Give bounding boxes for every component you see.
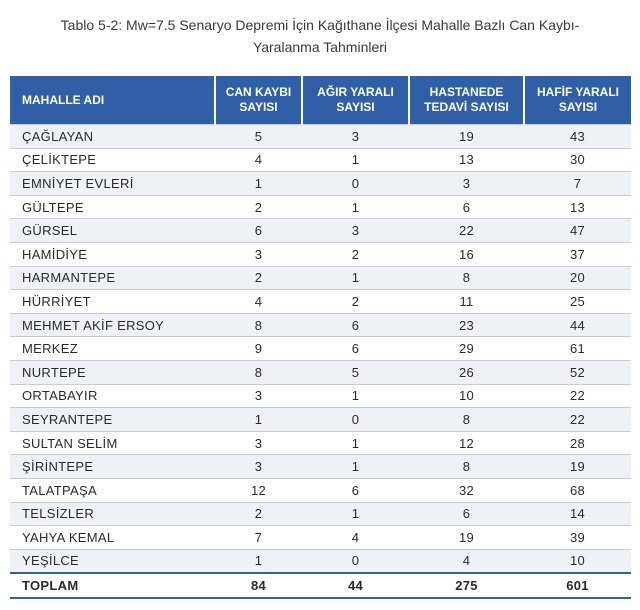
agir-yarali-value: 1	[302, 502, 409, 526]
hafif-yarali-value: 30	[524, 148, 631, 172]
header-mahalle-adi	[10, 76, 215, 125]
header-hastanede-tedavi	[409, 76, 524, 125]
total-can-kaybi: 84	[215, 573, 302, 598]
mahalle-name: YAHYA KEMAL	[10, 526, 215, 550]
mahalle-name: YEŞİLCE	[10, 549, 215, 573]
caption-line-2: Yaralanma Tahminleri	[252, 39, 388, 55]
hastanede-tedavi-value: 23	[409, 313, 524, 337]
hafif-yarali-value: 14	[524, 502, 631, 526]
agir-yarali-value: 3	[302, 219, 409, 243]
agir-yarali-value: 3	[302, 125, 409, 149]
mahalle-name: EMNİYET EVLERİ	[10, 172, 215, 196]
table-row	[10, 384, 631, 408]
mahalle-name: HÜRRİYET	[10, 290, 215, 314]
hafif-yarali-value: 10	[524, 549, 631, 573]
table-row	[10, 455, 631, 479]
hafif-yarali-value: 19	[524, 455, 631, 479]
hastanede-tedavi-value: 29	[409, 337, 524, 361]
mahalle-name: GÜRSEL	[10, 219, 215, 243]
agir-yarali-value: 1	[302, 455, 409, 479]
can-kaybi-value: 9	[215, 337, 302, 361]
hastanede-tedavi-value: 32	[409, 478, 524, 502]
table-row	[10, 195, 631, 219]
table-row	[10, 408, 631, 432]
header-label: TEDAVİ SAYISI	[424, 100, 509, 114]
header-row	[10, 76, 631, 125]
table-row	[10, 526, 631, 550]
table-row	[10, 337, 631, 361]
mahalle-name: SULTAN SELİM	[10, 431, 215, 455]
header-label: HASTANEDE	[429, 85, 504, 99]
header-can-kaybi	[215, 76, 302, 125]
mahalle-name: ÇAĞLAYAN	[10, 125, 215, 149]
agir-yarali-value: 1	[302, 148, 409, 172]
hastanede-tedavi-value: 8	[409, 408, 524, 432]
agir-yarali-value: 0	[302, 408, 409, 432]
hafif-yarali-value: 22	[524, 408, 631, 432]
hafif-yarali-value: 37	[524, 242, 631, 266]
can-kaybi-value: 2	[215, 266, 302, 290]
mahalle-name: ÇELİKTEPE	[10, 148, 215, 172]
header-label: HAFİF YARALI	[536, 85, 619, 99]
table-caption	[0, 14, 640, 58]
agir-yarali-value: 2	[302, 290, 409, 314]
table-row	[10, 360, 631, 384]
hastanede-tedavi-value: 10	[409, 384, 524, 408]
table-row	[10, 431, 631, 455]
table-row	[10, 313, 631, 337]
hastanede-tedavi-value: 26	[409, 360, 524, 384]
table-row	[10, 242, 631, 266]
can-kaybi-value: 3	[215, 431, 302, 455]
hastanede-tedavi-value: 8	[409, 455, 524, 479]
hastanede-tedavi-value: 22	[409, 219, 524, 243]
agir-yarali-value: 1	[302, 266, 409, 290]
header-agir-yarali	[302, 76, 409, 125]
header-hafif-yarali	[524, 76, 631, 125]
hafif-yarali-value: 47	[524, 219, 631, 243]
header-label: MAHALLE ADI	[22, 92, 105, 107]
can-kaybi-value: 1	[215, 408, 302, 432]
table-row	[10, 125, 631, 149]
can-kaybi-value: 8	[215, 313, 302, 337]
hastanede-tedavi-value: 3	[409, 172, 524, 196]
mahalle-name: ORTABAYIR	[10, 384, 215, 408]
hastanede-tedavi-value: 12	[409, 431, 524, 455]
total-hafif-yarali: 601	[524, 573, 631, 598]
total-agir-yarali: 44	[302, 573, 409, 598]
hafif-yarali-value: 52	[524, 360, 631, 384]
table-row	[10, 219, 631, 243]
table-row	[10, 290, 631, 314]
mahalle-name: TELSİZLER	[10, 502, 215, 526]
mahalle-name: ŞİRİNTEPE	[10, 455, 215, 479]
mahalle-name: HARMANTEPE	[10, 266, 215, 290]
can-kaybi-value: 12	[215, 478, 302, 502]
hafif-yarali-value: 20	[524, 266, 631, 290]
mahalle-name: GÜLTEPE	[10, 195, 215, 219]
agir-yarali-value: 4	[302, 526, 409, 550]
mahalle-name: SEYRANTEPE	[10, 408, 215, 432]
hafif-yarali-value: 25	[524, 290, 631, 314]
total-hastanede-tedavi: 275	[409, 573, 524, 598]
table-row	[10, 502, 631, 526]
table-body	[10, 125, 631, 598]
total-label: TOPLAM	[10, 573, 215, 598]
header-label: SAYISI	[558, 100, 598, 114]
hafif-yarali-value: 13	[524, 195, 631, 219]
table-header	[10, 76, 631, 125]
hafif-yarali-value: 7	[524, 172, 631, 196]
hafif-yarali-value: 61	[524, 337, 631, 361]
agir-yarali-value: 6	[302, 313, 409, 337]
hastanede-tedavi-value: 6	[409, 195, 524, 219]
hafif-yarali-value: 44	[524, 313, 631, 337]
table-row	[10, 148, 631, 172]
table-row	[10, 266, 631, 290]
can-kaybi-value: 3	[215, 455, 302, 479]
table-row	[10, 549, 631, 573]
header-label: AĞIR YARALI	[317, 85, 394, 99]
total-row	[10, 573, 631, 598]
can-kaybi-value: 5	[215, 125, 302, 149]
can-kaybi-value: 1	[215, 172, 302, 196]
header-label: SAYISI	[239, 100, 278, 114]
hafif-yarali-value: 28	[524, 431, 631, 455]
hastanede-tedavi-value: 6	[409, 502, 524, 526]
can-kaybi-value: 2	[215, 195, 302, 219]
mahalle-name: HAMİDİYE	[10, 242, 215, 266]
hastanede-tedavi-value: 19	[409, 526, 524, 550]
hastanede-tedavi-value: 16	[409, 242, 524, 266]
hafif-yarali-value: 22	[524, 384, 631, 408]
agir-yarali-value: 1	[302, 195, 409, 219]
can-kaybi-value: 7	[215, 526, 302, 550]
agir-yarali-value: 6	[302, 478, 409, 502]
casualty-table	[10, 76, 631, 599]
header-label: CAN KAYBI	[225, 85, 292, 99]
hastanede-tedavi-value: 13	[409, 148, 524, 172]
mahalle-name: TALATPAŞA	[10, 478, 215, 502]
header-label: SAYISI	[336, 100, 375, 114]
can-kaybi-value: 1	[215, 549, 302, 573]
mahalle-name: MERKEZ	[10, 337, 215, 361]
agir-yarali-value: 1	[302, 384, 409, 408]
agir-yarali-value: 0	[302, 549, 409, 573]
can-kaybi-value: 3	[215, 384, 302, 408]
can-kaybi-value: 8	[215, 360, 302, 384]
mahalle-name: MEHMET AKİF ERSOY	[10, 313, 215, 337]
agir-yarali-value: 0	[302, 172, 409, 196]
hafif-yarali-value: 68	[524, 478, 631, 502]
mahalle-name: NURTEPE	[10, 360, 215, 384]
hastanede-tedavi-value: 19	[409, 125, 524, 149]
can-kaybi-value: 3	[215, 242, 302, 266]
can-kaybi-value: 2	[215, 502, 302, 526]
agir-yarali-value: 6	[302, 337, 409, 361]
caption-line-1: Tablo 5-2: Mw=7.5 Senaryo Depremi İçin Kağıthane İlçesi Mahalle Bazlı Can Kaybı-	[60, 17, 580, 33]
agir-yarali-value: 5	[302, 360, 409, 384]
hafif-yarali-value: 39	[524, 526, 631, 550]
table-row	[10, 478, 631, 502]
hastanede-tedavi-value: 11	[409, 290, 524, 314]
hafif-yarali-value: 43	[524, 125, 631, 149]
can-kaybi-value: 6	[215, 219, 302, 243]
agir-yarali-value: 1	[302, 431, 409, 455]
can-kaybi-value: 4	[215, 290, 302, 314]
can-kaybi-value: 4	[215, 148, 302, 172]
table-row	[10, 172, 631, 196]
agir-yarali-value: 2	[302, 242, 409, 266]
hastanede-tedavi-value: 8	[409, 266, 524, 290]
hastanede-tedavi-value: 4	[409, 549, 524, 573]
